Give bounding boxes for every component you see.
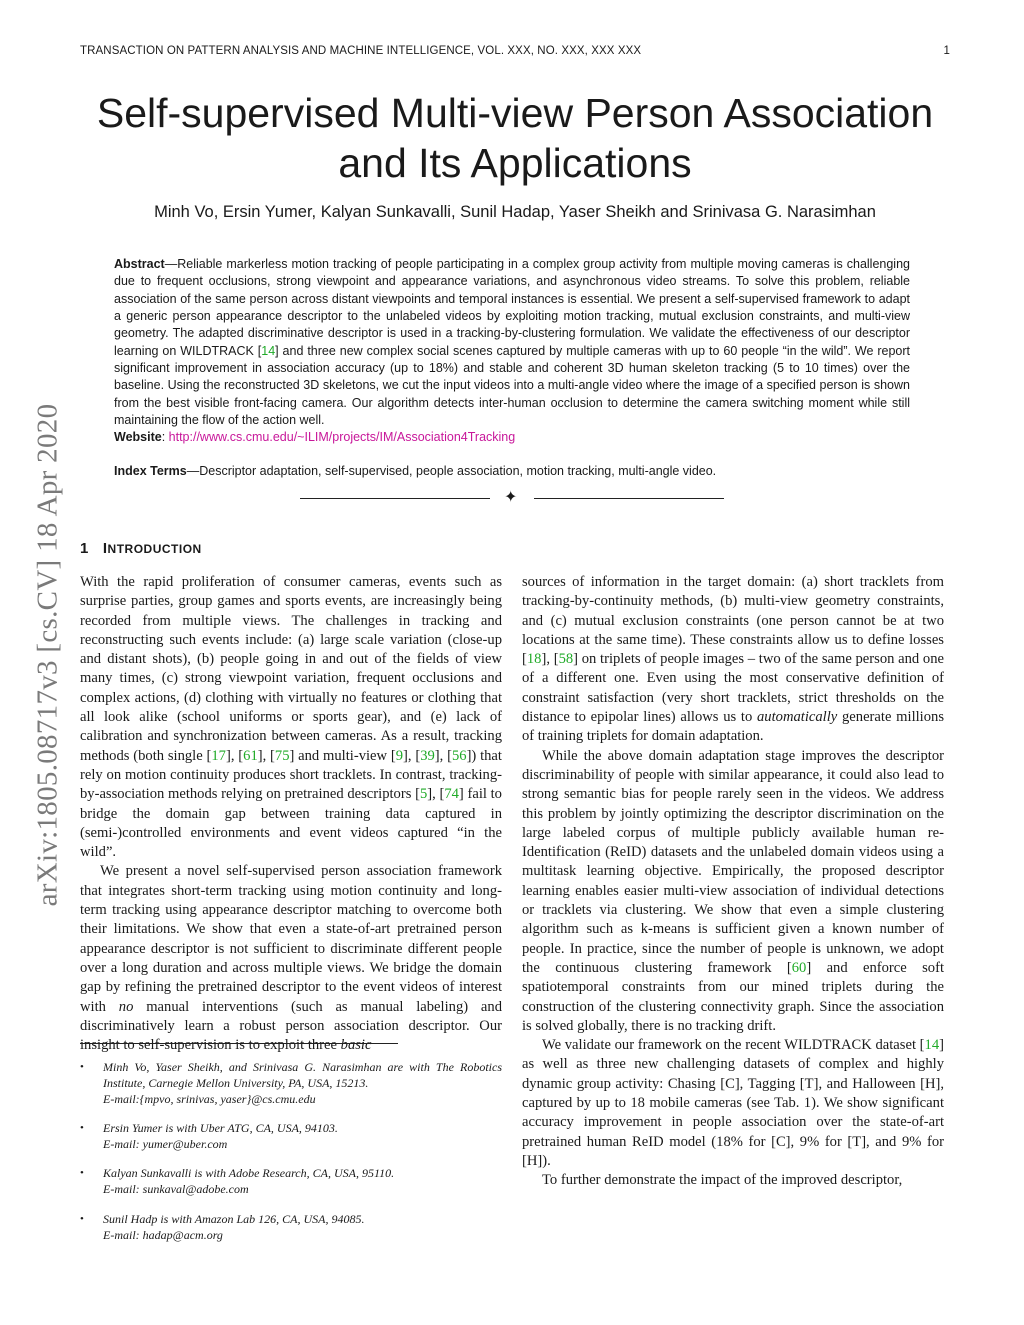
body-text: ] and enforce soft spatiotemporal constraints from our mined triplets during the construction of the clustering connectivity graph. Since the association is solved globally, there is no tracking drift.	[522, 959, 944, 1034]
footnote-text: Kalyan Sunkavalli is with Adobe Research, CA, USA, 95110.	[103, 1166, 395, 1180]
divider-diamond-icon: ✦	[504, 489, 518, 506]
bullet-icon: •	[80, 1122, 84, 1134]
body-column-right	[522, 573, 944, 1191]
citation-link[interactable]: 17	[211, 747, 226, 764]
body-column-left	[80, 573, 502, 1054]
body-text: ] and multi-view [	[289, 747, 396, 764]
paragraph	[80, 862, 502, 1055]
section-heading	[80, 540, 202, 557]
body-text: generate millions of training triplets for domain adaptation.	[522, 709, 945, 745]
citation-link[interactable]: 61	[243, 747, 258, 764]
paper-title	[80, 88, 950, 188]
section-divider	[300, 490, 724, 508]
footnote-email: E-mail: yumer@uber.com	[103, 1136, 228, 1151]
section-title-rest: NTRODUCTION	[107, 542, 202, 556]
body-text: ] fail to bridge the domain gap between training data captured in (semi-)controlled environments and event videos captured “in the wild”.	[80, 786, 502, 861]
paragraph	[522, 1036, 944, 1171]
title-line-2: and Its Applications	[338, 140, 692, 186]
paragraph	[80, 573, 502, 862]
project-website-link[interactable]: http://www.cs.cmu.edu/~ILIM/projects/IM/Association4Tracking	[168, 430, 516, 445]
footnote	[80, 1060, 502, 1107]
body-text: ]) that rely on motion continuity produces short tracklets. In contrast, tracking-by-association methods relying on pretrained descriptors [	[80, 747, 502, 803]
body-text: ], [	[403, 747, 421, 764]
footnote-text: Ersin Yumer is with Uber ATG, CA, USA, 94103.	[103, 1121, 338, 1135]
divider-line	[534, 498, 724, 499]
body-text: We validate our framework on the recent WILDTRACK dataset [	[542, 1037, 925, 1054]
section-number: 1	[80, 540, 89, 557]
running-header	[80, 45, 950, 57]
body-text: ], [	[541, 651, 559, 668]
body-text: ], [	[434, 747, 452, 764]
page-number: 1	[943, 45, 950, 57]
body-text: sources of information in the target domain: (a) short tracklets from tracking-by-continuity methods, (b) multi-view geometry constraints, and (c) mutual exclusion constraints (one person cannot be at two locations at the same time). These constraints allow us to define losses [	[522, 574, 944, 668]
journal-name: TRANSACTION ON PATTERN ANALYSIS AND MACHINE INTELLIGENCE, VOL. XXX, NO. XXX, XXX XXX	[80, 45, 642, 57]
citation-link[interactable]: 14	[924, 1037, 940, 1054]
citation-link[interactable]: 60	[791, 959, 807, 976]
citation-link[interactable]: 39	[420, 747, 435, 764]
footnote	[80, 1121, 502, 1153]
footnote-text: Sunil Hadp is with Amazon Lab 126, CA, USA, 94085.	[103, 1212, 365, 1226]
index-terms-text: —Descriptor adaptation, self-supervised, people association, motion tracking, multi-angle video.	[186, 464, 717, 478]
citation-link[interactable]: 9	[395, 747, 404, 764]
footnote-email: E-mail: hadap@acm.org	[103, 1227, 223, 1242]
emphasis: no	[118, 998, 134, 1015]
website-separator: :	[161, 430, 169, 445]
paragraph: To further demonstrate the impact of the improved descriptor,	[542, 1172, 903, 1189]
paragraph-continued	[522, 573, 944, 747]
citation-link[interactable]: 74	[444, 786, 459, 803]
index-terms-label: Index Terms	[114, 464, 187, 478]
emphasis: automatically	[757, 709, 838, 726]
footnote	[80, 1166, 502, 1198]
citation-link[interactable]: 75	[274, 747, 290, 764]
citation-link[interactable]: 58	[558, 651, 574, 668]
emphasis: basic	[340, 1037, 372, 1054]
footnote-email: E-mail: sunkaval@adobe.com	[103, 1181, 249, 1196]
section-title-initial: I	[102, 540, 108, 557]
title-line-1: Self-supervised Multi-view Person Association	[96, 90, 934, 136]
paragraph	[522, 747, 944, 1036]
footnote-text: Minh Vo, Yaser Sheikh, and Srinivasa G. Narasimhan are with The Robotics Institute, Carnegie Mellon University, PA, USA, 15213.	[103, 1060, 502, 1090]
body-text: manual interventions (such as manual labeling) and discriminatively learn a robust person association descriptor. Our insight to self-supervision is to exploit three	[80, 998, 502, 1054]
abstract-label: Abstract	[114, 257, 165, 271]
abstract-text: —Reliable markerless motion tracking of people participating in a complex group activity from multiple moving cameras is challenging due to frequent occlusions, strong viewpoint and appearance variations, and asynchronous video streams. To solve this problem, reliable association of the same person across distant viewpoints and temporal instances is essential. We present a self-supervised framework to adapt a generic person appearance descriptor to the unlabeled videos by exploiting motion tracking, mutual exclusion constraints, and multi-view geometry. The adapted discriminative descriptor is used in a tracking-by-clustering formulation. We validate the effectiveness of our descriptor learning on WILDTRACK [	[114, 257, 910, 358]
footnote-email: E-mail:{mpvo, srinivas, yaser}@cs.cmu.edu	[103, 1091, 316, 1106]
body-text: ] as well as three new challenging datasets of complex and highly dynamic group activity: Chasing [C], Tagging [T], and Halloween [H], captured by up to 18 mobile cameras (see Tab. 1). We show significant accuracy improvement in people association over the state-of-art pretrained human ReID model (18% for [C], 9% for [T], and 9% for [H]).	[522, 1037, 944, 1169]
citation-link[interactable]: 18	[526, 651, 542, 668]
bullet-icon: •	[80, 1213, 84, 1225]
divider-line	[300, 498, 490, 499]
citation-link[interactable]: 56	[451, 747, 467, 764]
footnote	[80, 1212, 502, 1244]
body-text: ], [	[427, 786, 445, 803]
body-text: ], [	[257, 747, 275, 764]
citation-link[interactable]: 14	[261, 343, 276, 358]
footnote-rule	[80, 1043, 398, 1044]
bullet-icon: •	[80, 1167, 84, 1179]
citation-link[interactable]: 5	[419, 786, 428, 803]
index-terms	[114, 464, 910, 478]
body-text: We present a novel self-supervised person association framework that integrates short-term tracking using motion continuity and long-term tracking using appearance descriptor matching to overcome both their limitations. We show that even a state-of-art pretrained person appearance descriptor is not sufficient to discriminate different people over a long duration and across multiple views. We bridge the domain gap by refining the pretrained descriptor to the event videos of interest with	[80, 863, 502, 1015]
body-text: While the above domain adaptation stage improves the descriptor discriminability of people with similar appearance, it could also lead to strong semantic bias for people rarely seen in the videos. We address this problem by jointly optimizing the descriptor discrimination on the large labeled corpus of multiple publicly available human re-Identification (ReID) datasets and the unlabeled domain videos using a multitask learning objective. Empirically, the proposed descriptor learning enables easier multi-view association of individual detections or tracklets via clustering. We show that even a simple clustering algorithm such as k-means is sufficient given a known number of people. In practice, since the number of people is unknown, we adopt the continuous clustering framework [	[522, 747, 944, 976]
body-text: ], [	[225, 747, 244, 764]
abstract	[114, 256, 910, 447]
body-text: With the rapid proliferation of consumer cameras, events such as surprise parties, group games and sports events, are increasingly being recorded from multiple views. The challenges in tracking and reconstructing such events include: (a) large scale variation (close-up and distant shots), (b) people going in and out of the fields of view many times, (c) strong viewpoint variation, frequent occlusions and complex actions, (d) clothing with virtually no features or clothing that all look alike (school uniforms or sports gear), and (e) lack of calibration and synchronization between cameras. As a result, tracking methods (both single [	[80, 574, 502, 764]
arxiv-stamp: arXiv:1805.08717v3 [cs.CV] 18 Apr 2020	[31, 403, 64, 907]
author-list: Minh Vo, Ersin Yumer, Kalyan Sunkavalli, Sunil Hadap, Yaser Sheikh and Srinivasa G. Narasimhan	[154, 203, 876, 221]
abstract-text: ] and three new complex social scenes captured by multiple cameras with up to 60 people “in the wild”. We report significant improvement in association accuracy (up to 18%) and stable and coherent 3D human skeleton tracking (5 to 10 times) over the baseline. Using the reconstructed 3D skeletons, we cut the input videos into a multi-angle video where the image of a specified person is shown from the best visible front-facing camera. Our algorithm detects inter-human occlusion to determine the camera switching moment while still maintaining the flow of the action well.	[114, 343, 910, 428]
body-text: ] on triplets of people images – two of the same person and one of a different one. Even using the most conservative definition of constraint satisfaction (very short tracklets, strict thresholds on the distance to epipolar lines) allows us to	[522, 651, 944, 726]
website-label: Website	[114, 430, 162, 445]
bullet-icon: •	[80, 1061, 84, 1073]
